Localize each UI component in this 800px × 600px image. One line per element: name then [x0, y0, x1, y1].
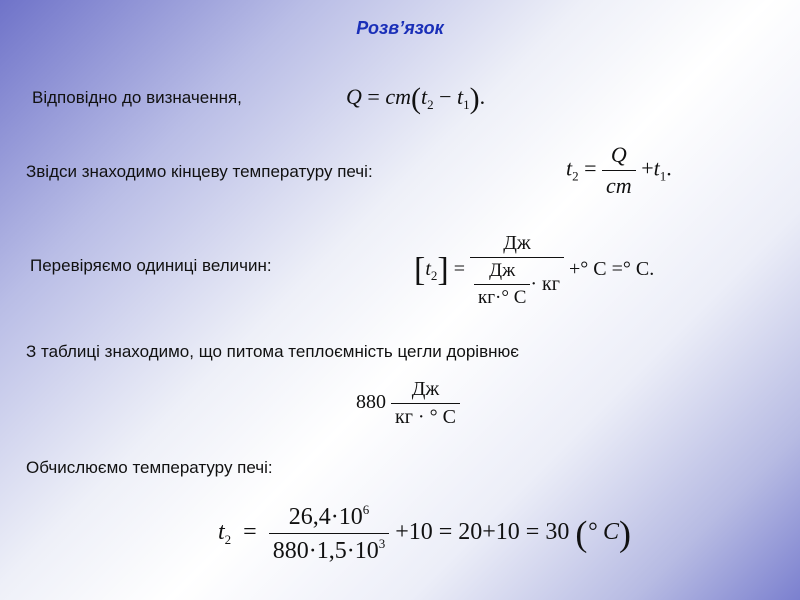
inner-numerator: Дж [489, 260, 516, 281]
cm-symbol: cm [385, 84, 411, 110]
minus-sign: − [439, 84, 452, 110]
fraction-numerator: Q [610, 142, 627, 167]
heat-formula: $Q = cm(t_2 - t_1)$. [346, 82, 486, 115]
period: . [666, 155, 672, 181]
t2-formula [566, 142, 672, 199]
equals-sign: = [584, 155, 597, 181]
table-text: З таблиці знаходимо, що питома теплоємність цегли дорівнює [26, 342, 519, 361]
subscript-1: 1 [463, 97, 470, 113]
subscript-2: 2 [427, 97, 434, 113]
units-numerator: Дж [503, 232, 531, 254]
inner-denominator: кг·° С [474, 284, 530, 309]
numerator-base: 26,4·10 [288, 504, 363, 530]
plus-sign: + [641, 155, 654, 181]
find-temp-text: Звідси знаходимо кінцеву температуру печі: [26, 162, 373, 181]
definition-text: Відповідно до визначення, [32, 88, 242, 107]
t-symbol: t [425, 258, 431, 281]
q-over-cm-fraction [602, 142, 636, 199]
units-fraction [470, 232, 564, 309]
q-symbol: Q [346, 84, 362, 110]
t-symbol: t [566, 155, 573, 181]
units-denominator [470, 257, 564, 309]
celsius-unit: ° C [587, 519, 619, 546]
kg-unit: · кг [530, 273, 560, 295]
t-symbol: t [457, 84, 464, 110]
numerator-exponent: 6 [362, 502, 370, 517]
equals-sign: = [243, 519, 257, 546]
calc-numerator [285, 502, 374, 533]
units-formula: $[t_2]$ = Дж $\frac{Дж}{кг\cdot^\circ С}$ · кг +° С =° С. [414, 232, 655, 308]
calculation-formula: $t_2$ = $\frac{26,4\cdot 10^6}{880\cdot 1,5\cdot 10^3}$ +10 = 20+10 = 30 (° C) [218, 502, 631, 564]
equals-sign: = [453, 258, 465, 281]
calc-text: Обчислюємо температуру печі: [26, 458, 273, 477]
subscript-2: 2 [224, 532, 232, 548]
subscript-1: 1 [659, 168, 667, 184]
unit-numerator: Дж [411, 378, 440, 400]
period: . [479, 84, 486, 110]
heat-capacity-unit [391, 378, 460, 429]
t-symbol: t [218, 519, 225, 546]
denominator-exponent: 3 [378, 536, 386, 551]
slide-title: Розв’язок [356, 18, 444, 38]
check-units-text: Перевіряємо одиниці величин: [30, 256, 272, 275]
calculation-fraction [269, 502, 389, 565]
fraction-denominator: cm [606, 173, 632, 198]
heat-capacity-formula [356, 378, 460, 429]
subscript-2: 2 [430, 268, 438, 284]
calc-denominator [269, 533, 389, 565]
subscript-2: 2 [572, 168, 579, 184]
unit-denominator: кг · ° С [391, 403, 460, 429]
denominator-base: 880·1,5·10 [272, 538, 379, 564]
t-symbol: t [653, 155, 660, 181]
inner-fraction [474, 260, 530, 309]
heat-capacity-value: 880 [356, 391, 386, 414]
units-result: +° С =° С. [568, 258, 655, 281]
calculation-result: +10 = 20+10 = 30 [395, 519, 570, 546]
t-symbol: t [420, 84, 428, 110]
equals-sign: = [367, 84, 380, 110]
